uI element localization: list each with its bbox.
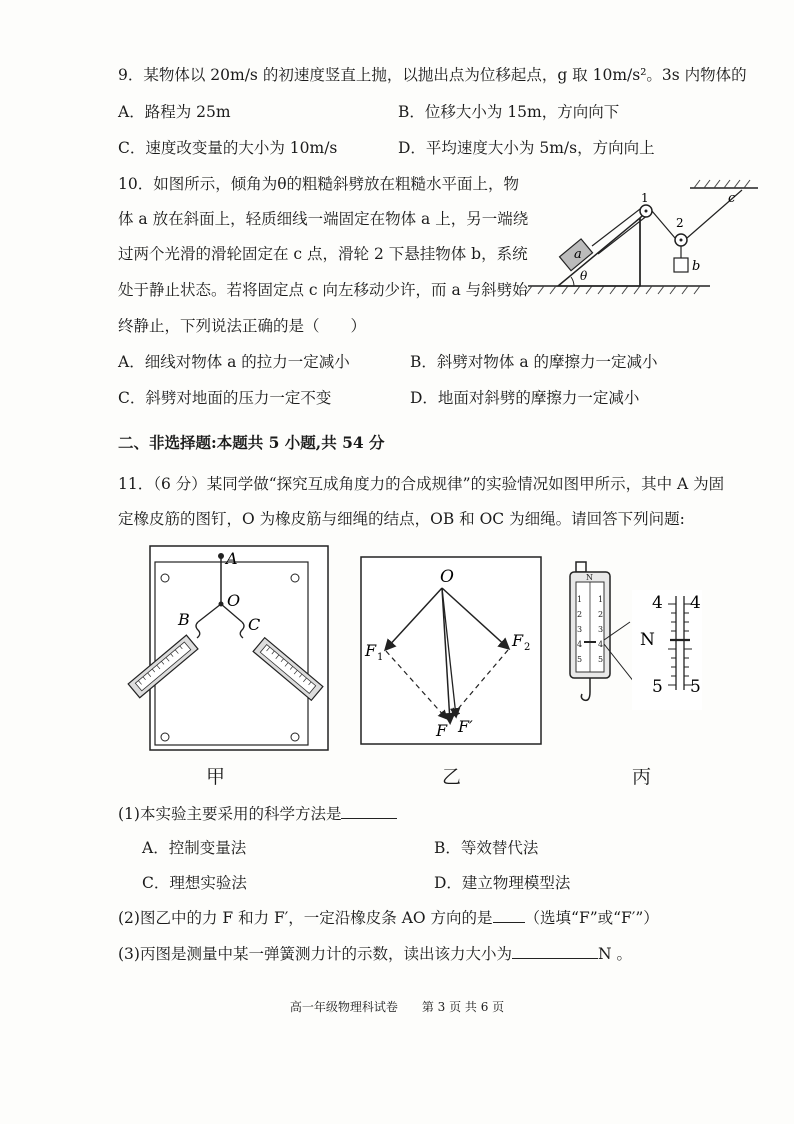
- q11-p3: [118, 944, 632, 964]
- q11-p1-option-b: B．等效替代法: [434, 839, 539, 857]
- label-theta: θ: [580, 269, 588, 283]
- label-b: b: [692, 259, 701, 274]
- q11-p1-option-d: D．建立物理模型法: [434, 874, 571, 892]
- q10-option-a: A．细线对物体 a 的拉力一定减小: [118, 353, 350, 371]
- q11-p1-option-a: A．控制变量法: [142, 839, 247, 857]
- q10-option-c: C．斜劈对地面的压力一定不变: [118, 389, 332, 407]
- label-F1: F: [365, 641, 377, 660]
- q11-line1: 11．（6 分）某同学做“探究互成角度力的合成规律”的实验情况如图甲所示，其中 A 为固: [118, 475, 725, 493]
- label-O: O: [227, 591, 241, 610]
- q11-line2: 定橡皮筋的图钉，O 为橡皮筋与细绳的结点，OB 和 OC 为细绳。请回答下列问题:: [118, 510, 685, 528]
- q11-p3-unit: N 。: [597, 945, 632, 963]
- q9-option-a: A．路程为 25m: [118, 103, 231, 121]
- caption-bing: 丙: [632, 766, 652, 788]
- q11-p3-text: (3)丙图是测量中某一弹簧测力计的示数，读出该力大小为: [118, 945, 512, 963]
- q10-figure-incline-pulleys: [520, 178, 770, 296]
- label-5-right: 5: [690, 677, 701, 697]
- svg-text:2: 2: [577, 610, 583, 619]
- label-F-prime: F′: [458, 717, 473, 736]
- label-a: a: [574, 247, 582, 262]
- q11-p2: [118, 908, 659, 928]
- page-footer: 高一年级物理科试卷 第 3 页 共 6 页: [289, 1000, 505, 1014]
- caption-jia: 甲: [206, 766, 226, 788]
- q10-line4: 处于静止状态。若将固定点 c 向左移动少许，而 a 与斜劈始: [118, 281, 528, 299]
- q10-option-d: D．地面对斜劈的摩擦力一定减小: [410, 389, 640, 407]
- svg-text:2: 2: [598, 610, 604, 619]
- q11-figure-jia: [118, 544, 330, 754]
- q11-p1-option-c: C．理想实验法: [142, 874, 247, 892]
- q10-line2: 体 a 放在斜面上，轻质细线一端固定在物体 a 上，另一端绕: [118, 210, 529, 228]
- q11-p2-hint: （选填“F”或“F′”）: [524, 909, 659, 927]
- label-A: A: [226, 549, 238, 568]
- block-b: [674, 258, 688, 272]
- q9-option-c: C．速度改变量的大小为 10m/s: [118, 139, 338, 157]
- svg-text:3: 3: [598, 625, 604, 634]
- q10-line3: 过两个光滑的滑轮固定在 c 点，滑轮 2 下悬挂物体 b，系统: [118, 245, 528, 263]
- q11-figure-yi: [360, 556, 542, 746]
- label-F1-sub: 1: [377, 652, 384, 663]
- q11-p2-text: (2)图乙中的力 F 和力 F′，一定沿橡皮条 AO 方向的是: [118, 909, 493, 927]
- caption-yi: 乙: [442, 766, 462, 788]
- q11-p1: [118, 804, 397, 824]
- label-C: C: [248, 615, 261, 634]
- section-2-header: 二、非选择题:本题共 5 小题,共 54 分: [118, 433, 385, 452]
- label-c: c: [728, 191, 736, 206]
- label-pulley-2: 2: [676, 216, 684, 230]
- label-F: F: [436, 721, 448, 740]
- label-pulley-1: 1: [641, 191, 649, 205]
- label-N: N: [640, 630, 655, 650]
- label-B: B: [178, 610, 190, 629]
- q10-line1: 10．如图所示，倾角为θ的粗糙斜劈放在粗糙水平面上，物: [118, 175, 520, 193]
- svg-text:5: 5: [577, 655, 583, 664]
- label-O-yi: O: [440, 567, 454, 587]
- svg-text:5: 5: [598, 655, 604, 664]
- label-4-left: 4: [652, 593, 663, 613]
- q10-option-b: B．斜劈对物体 a 的摩擦力一定减小: [410, 353, 658, 371]
- q10-line5: 终静止，下列说法正确的是（ ）: [118, 317, 367, 335]
- label-4-right: 4: [690, 593, 701, 613]
- q11-p1-text: (1)本实验主要采用的科学方法是: [118, 805, 342, 823]
- svg-text:3: 3: [577, 625, 583, 634]
- q11-p3-blank[interactable]: [512, 944, 598, 959]
- svg-text:4: 4: [598, 640, 604, 649]
- svg-text:1: 1: [577, 595, 583, 604]
- svg-text:1: 1: [598, 595, 604, 604]
- label-F2-sub: 2: [524, 642, 531, 653]
- svg-text:4: 4: [577, 640, 583, 649]
- label-5-left: 5: [652, 677, 663, 697]
- label-F2: F: [512, 631, 524, 650]
- q11-figure-bing: [562, 560, 712, 720]
- q9-stem: 9．某物体以 20m/s 的初速度竖直上抛，以抛出点为位移起点，g 取 10m/s²。3s 内物体的: [118, 66, 747, 84]
- svg-text:N: N: [586, 573, 593, 582]
- q11-p1-blank[interactable]: [341, 804, 397, 819]
- q11-p2-blank[interactable]: [493, 908, 525, 923]
- q9-option-d: D．平均速度大小为 5m/s，方向向上: [398, 139, 655, 157]
- q9-option-b: B．位移大小为 15m，方向向下: [398, 103, 620, 121]
